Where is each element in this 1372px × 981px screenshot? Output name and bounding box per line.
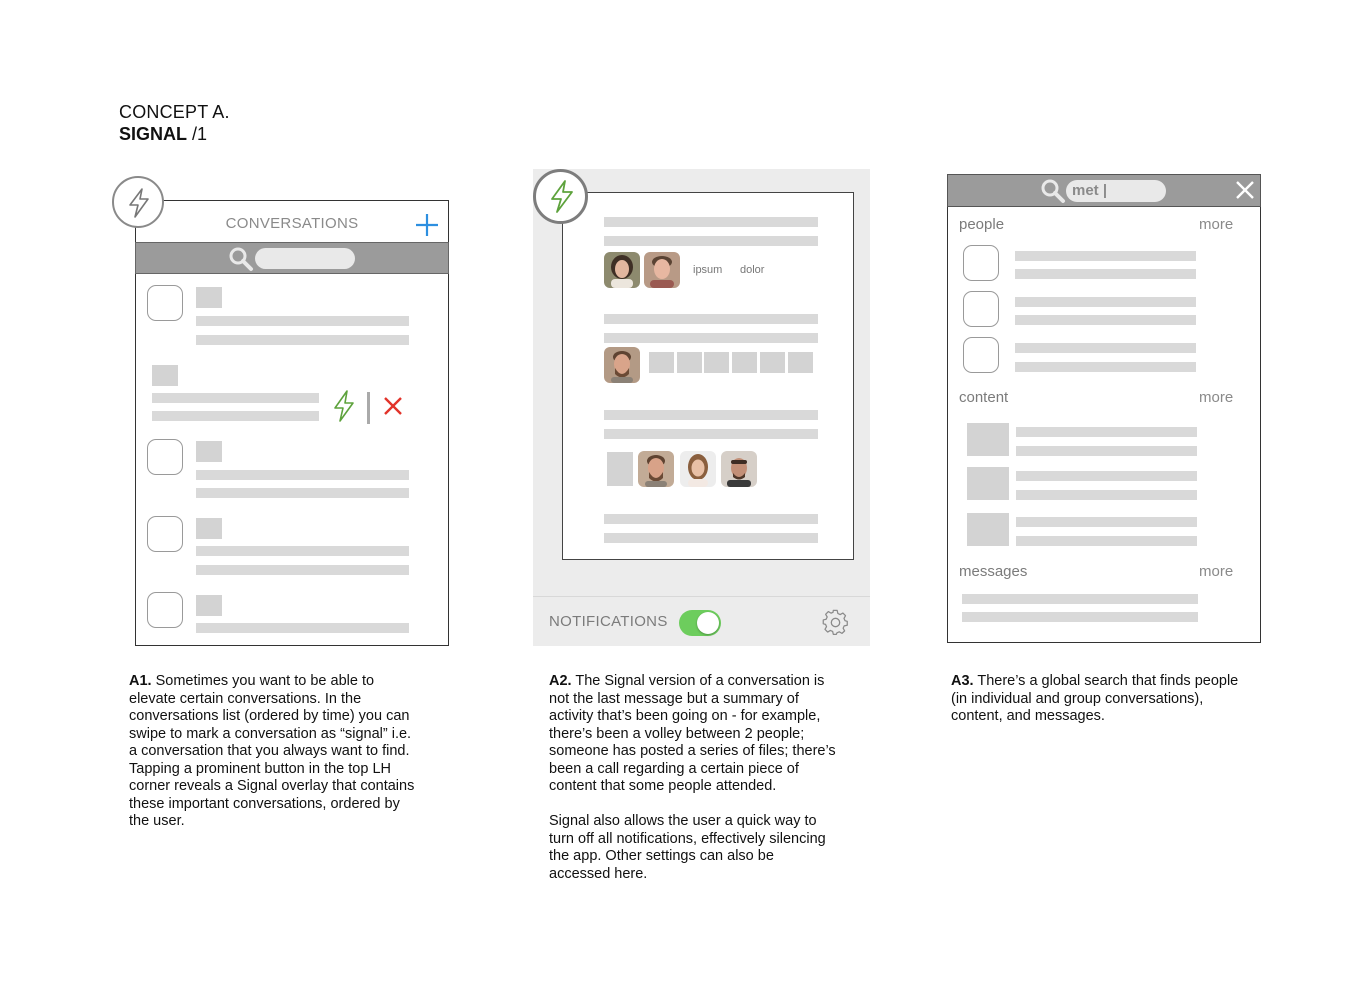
caption-line: not the last message but a summary of bbox=[549, 690, 799, 707]
caption-tag: A3. bbox=[951, 673, 974, 689]
divider bbox=[533, 596, 870, 597]
messages-section-label: messages bbox=[959, 563, 1028, 580]
avatar bbox=[963, 337, 999, 373]
avatar bbox=[963, 245, 999, 281]
caption-line: elevate certain conversations. In the bbox=[129, 690, 362, 707]
caption-line: these important conversations, ordered by bbox=[129, 795, 400, 812]
caption-line: content, and messages. bbox=[951, 708, 1105, 724]
text-line bbox=[196, 470, 409, 480]
content-thumbnail bbox=[967, 423, 1009, 456]
close-icon[interactable] bbox=[1235, 180, 1255, 200]
caption-line: turn off all notifications, effectively silencing bbox=[549, 830, 826, 847]
thumbnail bbox=[196, 441, 222, 462]
file-thumbnail bbox=[788, 352, 813, 373]
signal-button[interactable] bbox=[533, 169, 588, 224]
lightning-icon bbox=[547, 179, 577, 215]
text-line bbox=[604, 217, 818, 227]
caption-line bbox=[951, 673, 1271, 691]
thumbnail bbox=[196, 595, 222, 616]
text-line bbox=[604, 429, 818, 439]
text-line bbox=[604, 514, 818, 524]
avatar bbox=[147, 285, 183, 321]
text-line bbox=[196, 623, 409, 633]
caption-line: someone has posted a series of files; there’s bbox=[549, 743, 836, 759]
person-photo bbox=[604, 252, 640, 288]
caption-line: the user. bbox=[129, 813, 185, 829]
file-thumbnail bbox=[649, 352, 674, 373]
file-thumbnail bbox=[677, 352, 702, 373]
text-line bbox=[1016, 536, 1197, 546]
file-thumbnail bbox=[732, 352, 757, 373]
gear-icon[interactable] bbox=[822, 609, 849, 636]
text-line bbox=[196, 335, 409, 345]
plus-icon[interactable] bbox=[414, 212, 440, 238]
caption-line: activity that’s been going on - for example, bbox=[549, 708, 821, 724]
text-line bbox=[1015, 362, 1196, 372]
caption-a2 bbox=[549, 673, 869, 883]
lightning-icon[interactable] bbox=[331, 389, 357, 423]
content-thumbnail bbox=[967, 513, 1009, 546]
thumbnail bbox=[152, 365, 178, 386]
caption-a1 bbox=[129, 673, 449, 831]
search-icon[interactable] bbox=[228, 246, 254, 272]
caption-tag: A1. bbox=[129, 673, 152, 689]
caption-a3 bbox=[951, 673, 1271, 726]
text-line bbox=[196, 316, 409, 326]
messages-more-link[interactable]: more bbox=[1199, 563, 1234, 580]
avatar bbox=[147, 516, 183, 552]
caption-text: Sometimes you want to be able to bbox=[151, 673, 375, 689]
avatar bbox=[147, 439, 183, 475]
text-line bbox=[1016, 490, 1197, 500]
swipe-divider bbox=[367, 392, 370, 424]
people-section-label: people bbox=[959, 216, 1005, 233]
global-search-input[interactable]: met | bbox=[1066, 180, 1166, 202]
content-thumbnail bbox=[607, 452, 633, 486]
text-line bbox=[196, 565, 409, 575]
text-line bbox=[1016, 446, 1197, 456]
person-photo bbox=[721, 451, 757, 487]
text-line bbox=[604, 333, 818, 343]
text-line bbox=[962, 594, 1198, 604]
avatar bbox=[147, 592, 183, 628]
caption-line: been a call regarding a certain piece of bbox=[549, 760, 799, 777]
tag-ipsum: ipsum bbox=[693, 264, 723, 276]
signal-suffix: /1 bbox=[187, 124, 208, 144]
caption-text: The Signal version of a conversation is bbox=[571, 673, 825, 689]
concept-subtitle bbox=[119, 124, 207, 145]
text-line bbox=[1015, 343, 1196, 353]
caption-line: accessed here. bbox=[549, 865, 648, 882]
text-line bbox=[604, 236, 818, 246]
lightning-icon bbox=[125, 187, 153, 219]
avatar bbox=[963, 291, 999, 327]
concept-title: CONCEPT A. bbox=[119, 102, 230, 122]
person-photo bbox=[644, 252, 680, 288]
tag-dolor: dolor bbox=[740, 264, 765, 276]
conversations-title: CONVERSATIONS bbox=[225, 215, 359, 232]
file-thumbnail bbox=[704, 352, 729, 373]
text-line bbox=[1016, 471, 1197, 481]
person-photo bbox=[680, 451, 716, 487]
text-line bbox=[152, 411, 319, 421]
text-line bbox=[1015, 315, 1196, 325]
text-line bbox=[962, 612, 1198, 622]
text-line bbox=[1016, 427, 1197, 437]
close-icon[interactable] bbox=[382, 395, 404, 417]
person-photo bbox=[638, 451, 674, 487]
caption-line: there’s been a volley between 2 people; bbox=[549, 725, 805, 742]
content-section-label: content bbox=[959, 389, 1009, 406]
caption-line: corner reveals a Signal overlay that contains bbox=[129, 778, 415, 794]
caption-line: conversations list (ordered by time) you can bbox=[129, 708, 410, 724]
caption-tag: A2. bbox=[549, 673, 572, 689]
caption-line: the app. Other settings can also be bbox=[549, 848, 774, 864]
text-line bbox=[1015, 251, 1196, 261]
text-line bbox=[604, 410, 818, 420]
toggle-knob bbox=[697, 612, 719, 634]
caption-line bbox=[549, 673, 869, 691]
text-line bbox=[196, 546, 409, 556]
text-line bbox=[196, 488, 409, 498]
caption-spacer bbox=[549, 796, 869, 814]
text-line bbox=[1015, 269, 1196, 279]
notifications-label: NOTIFICATIONS bbox=[549, 613, 668, 630]
person-photo bbox=[604, 347, 640, 383]
thumbnail bbox=[196, 518, 222, 539]
caption-line: content that some people attended. bbox=[549, 778, 777, 794]
notifications-toggle[interactable] bbox=[679, 610, 721, 636]
caption-line: swipe to mark a conversation as “signal” i.e. bbox=[129, 725, 412, 742]
text-line bbox=[604, 533, 818, 543]
caption-line bbox=[129, 673, 449, 691]
signal-title: SIGNAL bbox=[119, 124, 188, 144]
people-more-link[interactable]: more bbox=[1199, 216, 1234, 233]
caption-line: a conversation that you always want to find. bbox=[129, 743, 410, 759]
content-more-link[interactable]: more bbox=[1199, 389, 1234, 406]
file-thumbnail bbox=[760, 352, 785, 373]
text-line bbox=[604, 314, 818, 324]
signal-button[interactable] bbox=[112, 176, 164, 228]
text-line bbox=[1016, 517, 1197, 527]
thumbnail bbox=[196, 287, 222, 308]
caption-line: Tapping a prominent button in the top LH bbox=[129, 760, 391, 777]
search-icon[interactable] bbox=[1040, 178, 1066, 204]
caption-line: (in individual and group conversations), bbox=[951, 690, 1204, 707]
caption-text: There’s a global search that finds people bbox=[973, 673, 1239, 689]
text-line bbox=[1015, 297, 1196, 307]
caption-line: Signal also allows the user a quick way to bbox=[549, 813, 817, 829]
content-thumbnail bbox=[967, 467, 1009, 500]
text-line bbox=[152, 393, 319, 403]
search-input[interactable] bbox=[255, 248, 355, 269]
